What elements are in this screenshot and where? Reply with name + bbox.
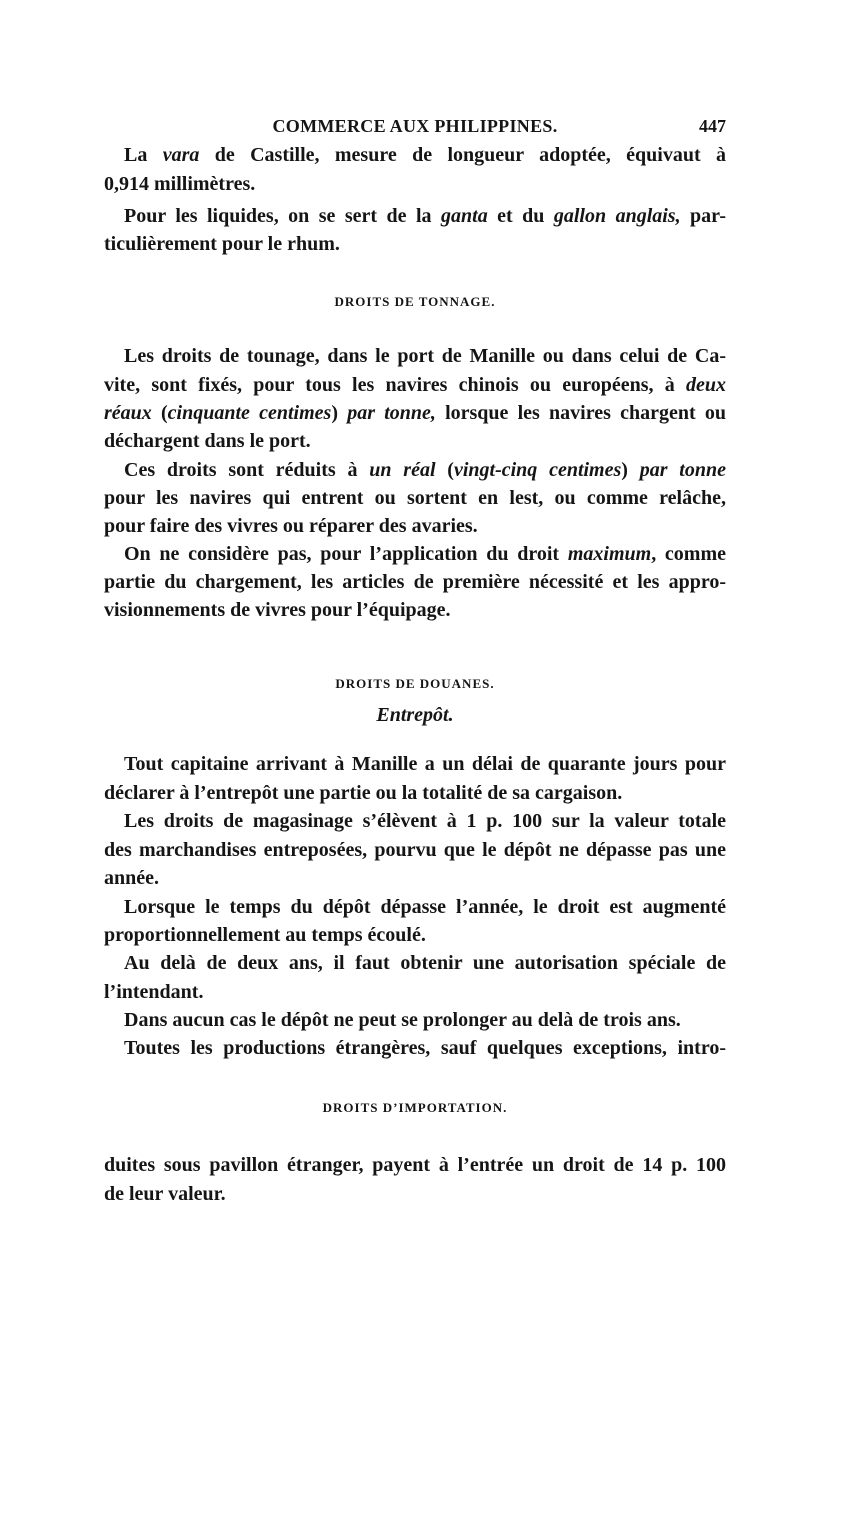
text-line [124, 143, 726, 167]
text-run: année. [104, 867, 159, 889]
italic-text: deux [686, 374, 726, 396]
text-line [124, 951, 726, 975]
text-run: Au delà de deux ans, il faut obtenir une autorisation spéciale de [124, 952, 726, 974]
text-run: ( [151, 402, 168, 424]
italic-text: par tonne, [347, 402, 436, 424]
text-run: des marchandises entreposées, pourvu que le dépôt ne dépasse pas une [104, 839, 726, 861]
text-run: Les droits de magasinage s’élèvent à 1 p. 100 sur la valeur totale [124, 810, 726, 832]
text-run: 0,914 millimètres. [104, 173, 256, 195]
text-run: Pour les liquides, on se sert de la [124, 205, 442, 227]
italic-text: cinquante centimes [167, 402, 332, 424]
text-line [104, 401, 726, 425]
text-line [104, 923, 726, 947]
subheading-entrepot: Entrepôt. [376, 704, 454, 726]
text-line [124, 542, 726, 566]
text-run: proportionnellement au temps écoulé. [104, 924, 426, 946]
text-line [104, 598, 726, 622]
text-line [124, 809, 726, 833]
italic-text: ganta [441, 205, 488, 227]
text-run: partie du chargement, les articles de première nécessité et les appro- [104, 571, 726, 593]
section-heading-tonnage: DROITS DE TONNAGE. [334, 294, 496, 309]
text-run: La [124, 144, 163, 166]
text-run: Tout capitaine arrivant à Manille a un délai de quarante jours pour [124, 753, 726, 775]
text-line [104, 429, 726, 453]
text-line [104, 1182, 726, 1206]
text-run: par- [680, 205, 726, 227]
text-line [104, 172, 726, 196]
text-line [104, 838, 726, 862]
italic-text: gallon anglais, [553, 205, 681, 227]
text-run: On ne considère pas, pour l’application du droit [124, 543, 568, 565]
running-title: COMMERCE AUX PHILIPPINES. [272, 116, 558, 136]
text-run: ) [621, 459, 640, 481]
text-run: , comme [651, 543, 726, 565]
text-run: et du [487, 205, 554, 227]
section-heading-douanes: DROITS DE DOUANES. [335, 676, 495, 691]
text-run: pour faire des vivres ou réparer des avaries. [104, 515, 478, 537]
text-run: déclarer à l’entrepôt une partie ou la totalité de sa cargaison. [104, 782, 623, 804]
italic-text: par tonne [639, 459, 726, 481]
text-run: Lorsque le temps du dépôt dépasse l’année, le droit est augmenté [124, 896, 726, 918]
text-run: ticulièrement pour le rhum. [104, 233, 340, 255]
text-run: ( [435, 459, 454, 481]
text-run: Toutes les productions étrangères, sauf quelques exceptions, intro- [124, 1037, 726, 1059]
text-run: Les droits de tounage, dans le port de Manille ou dans celui de Ca- [124, 345, 726, 367]
text-line [124, 344, 726, 368]
text-run: duites sous pavillon étranger, payent à l’entrée un droit de 14 p. 100 [104, 1154, 726, 1176]
text-run: pour les navires qui entrent ou sortent en lest, ou comme relâche, [104, 487, 726, 509]
text-line [104, 781, 726, 805]
text-run: l’intendant. [104, 981, 204, 1003]
text-line [104, 1153, 726, 1177]
text-line [124, 1036, 726, 1060]
text-run: de Castille, mesure de longueur adoptée, équivaut à [199, 144, 726, 166]
text-run: lorsque les navires chargent ou [435, 402, 726, 424]
text-run: visionnements de vivres pour l’équipage. [104, 599, 451, 621]
text-line [104, 486, 726, 510]
text-run: vite, sont fixés, pour tous les navires chinois ou européens, à [104, 374, 686, 396]
text-run: ) [331, 402, 348, 424]
page-number: 447 [699, 116, 726, 136]
italic-text: vingt-cinq centimes [453, 459, 622, 481]
text-line [124, 458, 726, 482]
text-line [124, 895, 726, 919]
italic-text: maximum [567, 543, 652, 565]
text-run: Ces droits sont réduits à [124, 459, 370, 481]
text-line [124, 1008, 726, 1032]
text-run: de leur valeur. [104, 1183, 226, 1205]
text-line [104, 570, 726, 594]
text-run: déchargent dans le port. [104, 430, 311, 452]
text-line [104, 232, 726, 256]
text-line [124, 204, 726, 228]
text-line [104, 866, 726, 890]
text-line [124, 752, 726, 776]
italic-text: un réal [369, 459, 436, 481]
italic-text: vara [162, 144, 200, 166]
italic-text: réaux [104, 402, 152, 424]
text-line [104, 373, 726, 397]
text-line [104, 980, 726, 1004]
section-heading-importation: DROITS D’IMPORTATION. [322, 1100, 508, 1115]
text-line [104, 514, 726, 538]
text-run: Dans aucun cas le dépôt ne peut se prolonger au delà de trois ans. [124, 1009, 681, 1031]
